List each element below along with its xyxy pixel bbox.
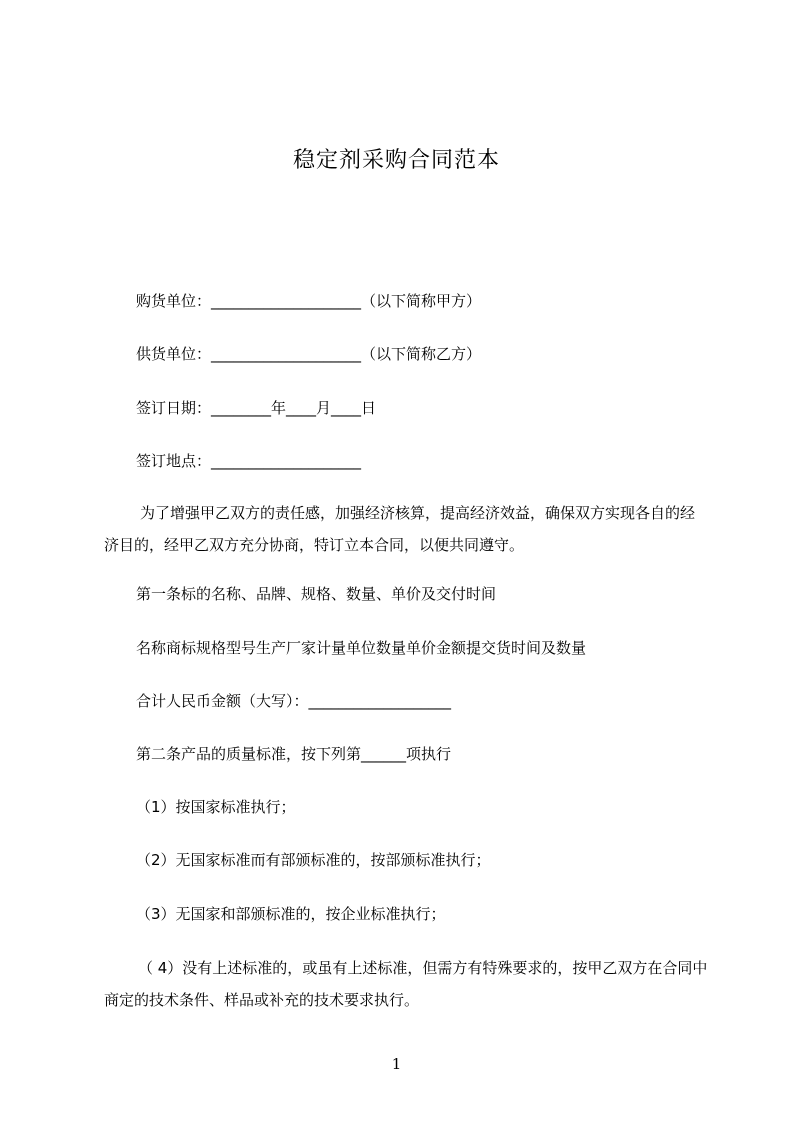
purchaser-line: 购货单位：____________________（以下简称甲方）	[136, 292, 482, 310]
sign-place-line: 签订地点：____________________	[136, 452, 362, 470]
total-amount-line: 合计人民币金额（大写）：___________________	[136, 692, 452, 710]
sign-date-line: 签订日期：________年____月____日	[136, 399, 377, 417]
standard-item-3: （3）无国家和部颁标准的，按企业标准执行；	[136, 905, 446, 923]
page-number: 1	[391, 1055, 402, 1073]
standard-item-2: （2）无国家标准而有部颁标准的，按部颁标准执行；	[136, 851, 491, 869]
standard-item-1: （1）按国家标准执行；	[136, 798, 296, 816]
article2-heading: 第二条产品的质量标准，按下列第______项执行	[136, 745, 452, 763]
standard-item-4-text: （ 4）没有上述标准的，或虽有上述标准，但需方有特殊要求的，按甲乙双方在合同中商定的技术条件、样品或补充的技术要求执行。	[104, 959, 708, 1009]
intro-text: 为了增强甲乙双方的责任感，加强经济核算，提高经济效益，确保双方实现各自的经济目的，经甲乙双方充分协商，特订立本合同，以便共同遵守。	[104, 504, 696, 554]
document-title: 稳定剂采购合同范本	[292, 148, 500, 173]
standard-item-4	[104, 952, 714, 1016]
article1-heading: 第一条标的名称、品牌、规格、数量、单价及交付时间	[136, 585, 497, 603]
article1-columns: 名称商标规格型号生产厂家计量单位数量单价金额提交货时间及数量	[136, 639, 587, 657]
intro-paragraph	[104, 497, 704, 561]
supplier-line: 供货单位：____________________（以下简称乙方）	[136, 345, 482, 363]
